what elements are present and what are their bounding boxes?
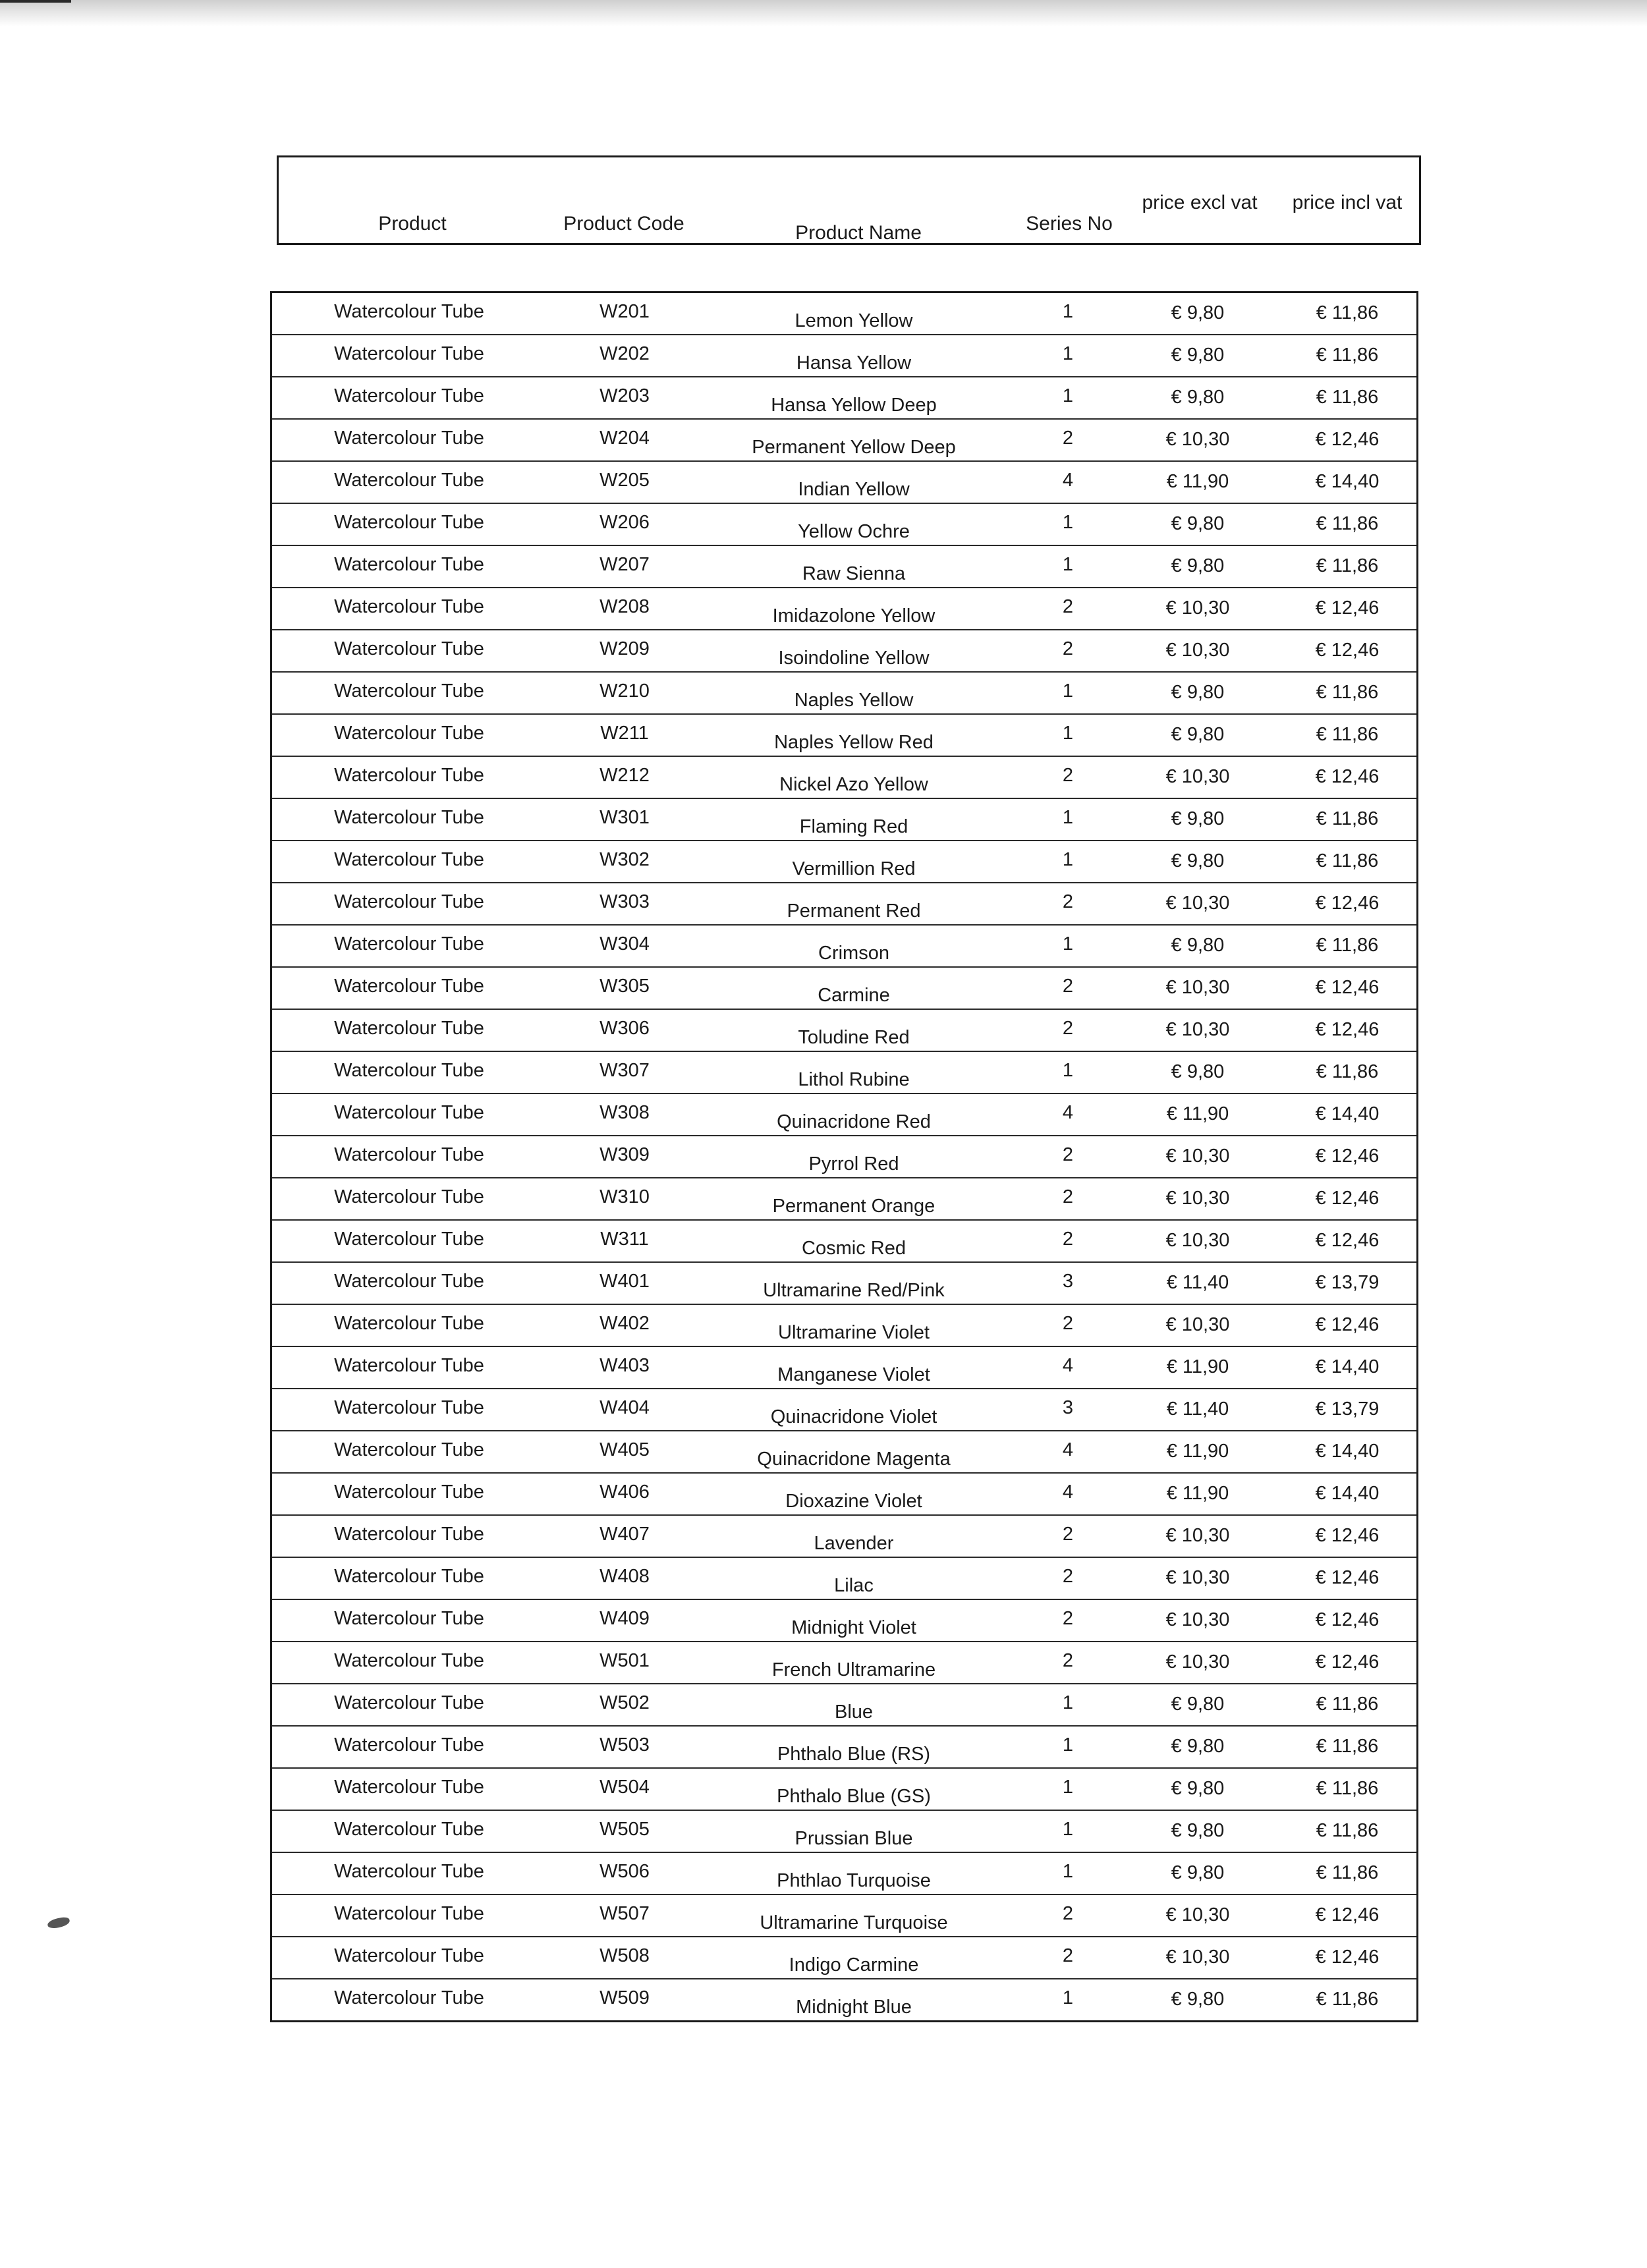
table-row: [272, 1474, 1416, 1516]
product-name-cell: Permanent Red: [787, 900, 921, 922]
series-no-cell: 1: [1062, 1060, 1074, 1081]
product-name-cell: Hansa Yellow: [796, 352, 912, 373]
price-excl-vat-cell: € 9,80: [1171, 1736, 1225, 1757]
series-no-cell: 1: [1062, 343, 1074, 364]
table-row: [272, 588, 1416, 630]
price-incl-vat-cell: € 12,46: [1315, 1567, 1380, 1588]
product-name-cell: Lilac: [834, 1575, 874, 1596]
product-code-cell: W405: [600, 1439, 650, 1460]
product-code-cell: W504: [600, 1777, 650, 1798]
product-cell: Watercolour Tube: [334, 933, 484, 954]
price-incl-vat-cell: € 11,86: [1316, 513, 1379, 534]
series-no-cell: 2: [1062, 1144, 1074, 1165]
product-name-cell: Flaming Red: [799, 816, 908, 837]
product-cell: Watercolour Tube: [334, 512, 484, 533]
product-code-cell: W407: [600, 1524, 650, 1545]
price-incl-vat-cell: € 12,46: [1315, 1947, 1380, 1968]
table-row: [272, 377, 1416, 420]
price-excl-vat-cell: € 10,30: [1165, 1314, 1230, 1335]
table-row: [272, 1727, 1416, 1769]
scan-edge-shadow: [0, 0, 1647, 26]
price-excl-vat-cell: € 9,80: [1171, 808, 1225, 829]
product-cell: Watercolour Tube: [334, 1313, 484, 1334]
table-row: [272, 1937, 1416, 1979]
product-code-cell: W205: [600, 470, 650, 491]
price-incl-vat-cell: € 11,86: [1316, 1989, 1379, 2010]
price-excl-vat-cell: € 10,30: [1165, 1609, 1230, 1630]
table-header: [277, 155, 1421, 245]
product-code-cell: W409: [600, 1608, 650, 1629]
table-row: [272, 293, 1416, 335]
product-cell: Watercolour Tube: [334, 343, 484, 364]
series-no-cell: 2: [1062, 1903, 1074, 1924]
price-excl-vat-cell: € 10,30: [1165, 597, 1230, 619]
table-row: [272, 1136, 1416, 1178]
price-excl-vat-cell: € 10,30: [1165, 977, 1230, 998]
product-name-cell: Lemon Yellow: [795, 310, 913, 331]
product-code-cell: W509: [600, 1987, 650, 2008]
product-cell: Watercolour Tube: [334, 1481, 484, 1503]
price-incl-vat-cell: € 11,86: [1316, 1862, 1379, 1883]
table-row: [272, 841, 1416, 883]
table-row: [272, 1010, 1416, 1052]
price-incl-vat-cell: € 14,40: [1315, 1103, 1380, 1124]
product-cell: Watercolour Tube: [334, 891, 484, 912]
product-name-cell: Indigo Carmine: [789, 1954, 919, 1976]
price-incl-vat-cell: € 12,46: [1315, 640, 1380, 661]
price-incl-vat-cell: € 14,40: [1315, 1441, 1380, 1462]
series-no-cell: 2: [1062, 1018, 1074, 1039]
product-cell: Watercolour Tube: [334, 554, 484, 575]
price-excl-vat-cell: € 10,30: [1165, 429, 1230, 450]
product-cell: Watercolour Tube: [334, 638, 484, 659]
product-code-cell: W306: [600, 1018, 650, 1039]
table-row: [272, 926, 1416, 968]
price-incl-vat-cell: € 11,86: [1316, 1778, 1379, 1799]
product-code-cell: W211: [600, 723, 649, 744]
product-cell: Watercolour Tube: [334, 1355, 484, 1376]
price-incl-vat-cell: € 12,46: [1315, 1188, 1380, 1209]
price-excl-vat-cell: € 10,30: [1165, 893, 1230, 914]
product-name-cell: Midnight Violet: [791, 1617, 916, 1638]
series-no-cell: 1: [1062, 807, 1074, 828]
product-name-cell: Ultramarine Turquoise: [760, 1912, 948, 1933]
scan-speck: [47, 1916, 70, 1930]
product-name-cell: Imidazolone Yellow: [772, 605, 935, 626]
table-row: [272, 799, 1416, 841]
product-cell: Watercolour Tube: [334, 723, 484, 744]
product-cell: Watercolour Tube: [334, 1566, 484, 1587]
product-name-cell: Phthlao Turquoise: [777, 1870, 931, 1891]
product-name-cell: Phthalo Blue (GS): [777, 1786, 931, 1807]
series-no-cell: 4: [1062, 1439, 1074, 1460]
price-excl-vat-cell: € 10,30: [1165, 1525, 1230, 1546]
product-code-cell: W505: [600, 1819, 650, 1840]
table-row: [272, 504, 1416, 546]
product-code-cell: W506: [600, 1861, 650, 1882]
price-incl-vat-cell: € 12,46: [1315, 429, 1380, 450]
price-excl-vat-cell: € 10,30: [1165, 1904, 1230, 1925]
product-code-cell: W403: [600, 1355, 650, 1376]
series-no-cell: 2: [1062, 596, 1074, 617]
product-code-cell: W311: [600, 1229, 649, 1250]
price-incl-vat-cell: € 11,86: [1316, 555, 1379, 576]
price-incl-vat-cell: € 11,86: [1316, 1694, 1379, 1715]
product-name-cell: Manganese Violet: [777, 1364, 930, 1385]
table-row: [272, 1979, 1416, 2022]
price-incl-vat-cell: € 11,86: [1316, 1736, 1379, 1757]
table-row: [272, 883, 1416, 926]
price-excl-vat-cell: € 9,80: [1171, 1061, 1225, 1082]
price-excl-vat-cell: € 9,80: [1171, 345, 1225, 366]
product-cell: Watercolour Tube: [334, 1524, 484, 1545]
series-no-cell: 1: [1062, 1987, 1074, 2008]
price-table: [270, 291, 1418, 2022]
product-code-cell: W207: [600, 554, 650, 575]
product-cell: Watercolour Tube: [334, 1018, 484, 1039]
series-no-cell: 2: [1062, 765, 1074, 786]
product-name-cell: Crimson: [818, 943, 889, 964]
product-code-cell: W202: [600, 343, 650, 364]
price-incl-vat-cell: € 11,86: [1316, 1820, 1379, 1841]
table-row: [272, 1305, 1416, 1347]
product-name-cell: Lavender: [814, 1533, 894, 1554]
header-product-code: Product Code: [563, 213, 684, 235]
price-incl-vat-cell: € 12,46: [1315, 766, 1380, 787]
price-excl-vat-cell: € 11,90: [1166, 471, 1229, 492]
price-incl-vat-cell: € 12,46: [1315, 1525, 1380, 1546]
table-row: [272, 1094, 1416, 1136]
product-cell: Watercolour Tube: [334, 1439, 484, 1460]
product-cell: Watercolour Tube: [334, 1861, 484, 1882]
price-excl-vat-cell: € 9,80: [1171, 302, 1225, 323]
header-price-incl-vat: price incl vat: [1292, 192, 1403, 213]
product-name-cell: Lithol Rubine: [798, 1069, 910, 1090]
product-name-cell: Quinacridone Red: [777, 1111, 931, 1132]
table-row: [272, 673, 1416, 715]
product-code-cell: W307: [600, 1060, 650, 1081]
product-cell: Watercolour Tube: [334, 470, 484, 491]
series-no-cell: 2: [1062, 1650, 1074, 1671]
price-incl-vat-cell: € 12,46: [1315, 1651, 1380, 1673]
product-name-cell: Naples Yellow Red: [774, 732, 934, 753]
product-code-cell: W210: [600, 680, 650, 702]
price-incl-vat-cell: € 12,46: [1315, 1904, 1380, 1925]
product-cell: Watercolour Tube: [334, 385, 484, 406]
product-name-cell: Indian Yellow: [798, 479, 910, 500]
price-incl-vat-cell: € 13,79: [1315, 1272, 1380, 1293]
header-product: Product: [378, 213, 447, 235]
product-code-cell: W401: [600, 1271, 650, 1292]
product-code-cell: W201: [600, 301, 650, 322]
product-code-cell: W402: [600, 1313, 650, 1334]
table-row: [272, 1769, 1416, 1811]
product-name-cell: Carmine: [818, 985, 890, 1006]
price-excl-vat-cell: € 10,30: [1165, 640, 1230, 661]
series-no-cell: 2: [1062, 1524, 1074, 1545]
product-name-cell: Pyrrol Red: [808, 1153, 899, 1175]
price-incl-vat-cell: € 11,86: [1316, 1061, 1379, 1082]
product-code-cell: W502: [600, 1692, 650, 1713]
price-incl-vat-cell: € 14,40: [1315, 1356, 1380, 1377]
series-no-cell: 1: [1062, 723, 1074, 744]
header-product-name: Product Name: [795, 222, 922, 244]
series-no-cell: 2: [1062, 1566, 1074, 1587]
series-no-cell: 2: [1062, 638, 1074, 659]
product-name-cell: Toludine Red: [798, 1027, 910, 1048]
price-incl-vat-cell: € 11,86: [1316, 302, 1379, 323]
price-excl-vat-cell: € 10,30: [1165, 1230, 1230, 1251]
product-cell: Watercolour Tube: [334, 596, 484, 617]
table-row: [272, 1600, 1416, 1642]
series-no-cell: 1: [1062, 554, 1074, 575]
series-no-cell: 2: [1062, 891, 1074, 912]
table-row: [272, 1684, 1416, 1727]
price-incl-vat-cell: € 12,46: [1315, 893, 1380, 914]
product-cell: Watercolour Tube: [334, 807, 484, 828]
series-no-cell: 1: [1062, 680, 1074, 702]
product-cell: Watercolour Tube: [334, 765, 484, 786]
price-incl-vat-cell: € 11,86: [1316, 345, 1379, 366]
series-no-cell: 4: [1062, 1481, 1074, 1503]
price-excl-vat-cell: € 10,30: [1165, 766, 1230, 787]
series-no-cell: 2: [1062, 976, 1074, 997]
price-excl-vat-cell: € 11,90: [1166, 1483, 1229, 1504]
product-cell: Watercolour Tube: [334, 680, 484, 702]
price-excl-vat-cell: € 10,30: [1165, 1947, 1230, 1968]
product-code-cell: W204: [600, 428, 650, 449]
product-code-cell: W208: [600, 596, 650, 617]
price-incl-vat-cell: € 14,40: [1315, 1483, 1380, 1504]
product-cell: Watercolour Tube: [334, 1777, 484, 1798]
price-excl-vat-cell: € 9,80: [1171, 1694, 1225, 1715]
product-code-cell: W212: [600, 765, 650, 786]
product-name-cell: Cosmic Red: [802, 1238, 906, 1259]
series-no-cell: 3: [1062, 1397, 1074, 1418]
table-row: [272, 715, 1416, 757]
table-row: [272, 1178, 1416, 1221]
product-code-cell: W301: [600, 807, 650, 828]
price-incl-vat-cell: € 11,86: [1316, 387, 1379, 408]
price-incl-vat-cell: € 11,86: [1316, 808, 1379, 829]
series-no-cell: 1: [1062, 849, 1074, 870]
series-no-cell: 1: [1062, 1819, 1074, 1840]
series-no-cell: 4: [1062, 1355, 1074, 1376]
price-excl-vat-cell: € 9,80: [1171, 513, 1225, 534]
product-name-cell: Quinacridone Magenta: [757, 1449, 951, 1470]
price-excl-vat-cell: € 9,80: [1171, 935, 1225, 956]
table-row: [272, 546, 1416, 588]
series-no-cell: 1: [1062, 301, 1074, 322]
product-code-cell: W304: [600, 933, 650, 954]
product-code-cell: W501: [600, 1650, 650, 1671]
price-incl-vat-cell: € 12,46: [1315, 1230, 1380, 1251]
product-cell: Watercolour Tube: [334, 1987, 484, 2008]
product-code-cell: W302: [600, 849, 650, 870]
table-row: [272, 630, 1416, 673]
price-incl-vat-cell: € 11,86: [1316, 682, 1379, 703]
table-row: [272, 420, 1416, 462]
price-excl-vat-cell: € 10,30: [1165, 1651, 1230, 1673]
price-excl-vat-cell: € 9,80: [1171, 724, 1225, 745]
price-excl-vat-cell: € 9,80: [1171, 1820, 1225, 1841]
price-excl-vat-cell: € 9,80: [1171, 555, 1225, 576]
header-price-excl-vat: price excl vat: [1142, 192, 1258, 213]
product-cell: Watercolour Tube: [334, 976, 484, 997]
product-code-cell: W309: [600, 1144, 650, 1165]
price-incl-vat-cell: € 12,46: [1315, 1314, 1380, 1335]
table-row: [272, 1052, 1416, 1094]
table-row: [272, 1811, 1416, 1853]
product-code-cell: W508: [600, 1945, 650, 1966]
price-incl-vat-cell: € 11,86: [1316, 850, 1379, 871]
table-row: [272, 1895, 1416, 1937]
product-code-cell: W203: [600, 385, 650, 406]
series-no-cell: 2: [1062, 428, 1074, 449]
table-row: [272, 462, 1416, 504]
price-excl-vat-cell: € 9,80: [1171, 850, 1225, 871]
product-code-cell: W408: [600, 1566, 650, 1587]
product-cell: Watercolour Tube: [334, 1903, 484, 1924]
series-no-cell: 2: [1062, 1945, 1074, 1966]
product-name-cell: Raw Sienna: [802, 563, 906, 584]
series-no-cell: 1: [1062, 1734, 1074, 1756]
price-incl-vat-cell: € 13,79: [1315, 1398, 1380, 1420]
product-cell: Watercolour Tube: [334, 1060, 484, 1081]
scan-corner-mark: [0, 0, 71, 3]
product-cell: Watercolour Tube: [334, 1692, 484, 1713]
product-name-cell: Midnight Blue: [796, 1997, 912, 2018]
price-excl-vat-cell: € 9,80: [1171, 1989, 1225, 2010]
product-cell: Watercolour Tube: [334, 1734, 484, 1756]
table-row: [272, 1642, 1416, 1684]
price-excl-vat-cell: € 10,30: [1165, 1019, 1230, 1040]
product-name-cell: Nickel Azo Yellow: [779, 774, 928, 795]
price-excl-vat-cell: € 11,90: [1166, 1441, 1229, 1462]
product-name-cell: Vermillion Red: [792, 858, 916, 879]
series-no-cell: 4: [1062, 1102, 1074, 1123]
series-no-cell: 1: [1062, 933, 1074, 954]
product-cell: Watercolour Tube: [334, 1229, 484, 1250]
price-excl-vat-cell: € 10,30: [1165, 1146, 1230, 1167]
price-incl-vat-cell: € 11,86: [1316, 935, 1379, 956]
product-name-cell: Phthalo Blue (RS): [777, 1744, 931, 1765]
price-incl-vat-cell: € 12,46: [1315, 977, 1380, 998]
table-row: [272, 1558, 1416, 1600]
product-code-cell: W507: [600, 1903, 650, 1924]
price-incl-vat-cell: € 12,46: [1315, 1019, 1380, 1040]
product-cell: Watercolour Tube: [334, 301, 484, 322]
table-row: [272, 335, 1416, 377]
table-row: [272, 1347, 1416, 1389]
product-name-cell: Dioxazine Violet: [785, 1491, 922, 1512]
product-name-cell: Permanent Yellow Deep: [752, 437, 956, 458]
product-cell: Watercolour Tube: [334, 428, 484, 449]
table-row: [272, 1263, 1416, 1305]
product-cell: Watercolour Tube: [334, 1186, 484, 1207]
product-code-cell: W303: [600, 891, 650, 912]
price-incl-vat-cell: € 14,40: [1315, 471, 1380, 492]
series-no-cell: 2: [1062, 1313, 1074, 1334]
series-no-cell: 2: [1062, 1186, 1074, 1207]
table-row: [272, 1431, 1416, 1474]
product-name-cell: Blue: [834, 1701, 874, 1723]
table-row: [272, 1221, 1416, 1263]
price-excl-vat-cell: € 9,80: [1171, 387, 1225, 408]
product-code-cell: W406: [600, 1481, 650, 1503]
table-row: [272, 1853, 1416, 1895]
price-excl-vat-cell: € 9,80: [1171, 682, 1225, 703]
product-code-cell: W404: [600, 1397, 650, 1418]
product-code-cell: W206: [600, 512, 650, 533]
series-no-cell: 3: [1062, 1271, 1074, 1292]
table-row: [272, 968, 1416, 1010]
product-cell: Watercolour Tube: [334, 1271, 484, 1292]
series-no-cell: 4: [1062, 470, 1074, 491]
product-cell: Watercolour Tube: [334, 1650, 484, 1671]
header-series-no: Series No: [1026, 213, 1113, 235]
price-excl-vat-cell: € 9,80: [1171, 1778, 1225, 1799]
series-no-cell: 1: [1062, 1861, 1074, 1882]
product-name-cell: Permanent Orange: [772, 1196, 935, 1217]
price-excl-vat-cell: € 11,40: [1166, 1272, 1229, 1293]
price-incl-vat-cell: € 12,46: [1315, 1609, 1380, 1630]
table-row: [272, 1389, 1416, 1431]
price-excl-vat-cell: € 11,90: [1166, 1356, 1229, 1377]
series-no-cell: 1: [1062, 1692, 1074, 1713]
product-name-cell: Prussian Blue: [795, 1828, 913, 1849]
table-row: [272, 1516, 1416, 1558]
product-cell: Watercolour Tube: [334, 1102, 484, 1123]
product-cell: Watercolour Tube: [334, 1144, 484, 1165]
price-excl-vat-cell: € 10,30: [1165, 1567, 1230, 1588]
product-code-cell: W305: [600, 976, 650, 997]
product-cell: Watercolour Tube: [334, 1945, 484, 1966]
product-name-cell: French Ultramarine: [771, 1659, 936, 1680]
price-incl-vat-cell: € 11,86: [1316, 724, 1379, 745]
product-name-cell: Quinacridone Violet: [770, 1406, 937, 1427]
price-incl-vat-cell: € 12,46: [1315, 1146, 1380, 1167]
product-code-cell: W310: [600, 1186, 650, 1207]
price-excl-vat-cell: € 11,40: [1166, 1398, 1229, 1420]
series-no-cell: 1: [1062, 385, 1074, 406]
product-cell: Watercolour Tube: [334, 849, 484, 870]
product-name-cell: Yellow Ochre: [798, 521, 910, 542]
series-no-cell: 1: [1062, 1777, 1074, 1798]
product-name-cell: Ultramarine Violet: [778, 1322, 930, 1343]
product-name-cell: Isoindoline Yellow: [778, 648, 930, 669]
price-excl-vat-cell: € 9,80: [1171, 1862, 1225, 1883]
price-excl-vat-cell: € 10,30: [1165, 1188, 1230, 1209]
product-name-cell: Naples Yellow: [794, 690, 914, 711]
table-row: [272, 757, 1416, 799]
product-code-cell: W209: [600, 638, 650, 659]
product-code-cell: W503: [600, 1734, 650, 1756]
product-name-cell: Hansa Yellow Deep: [771, 395, 937, 416]
product-name-cell: Ultramarine Red/Pink: [763, 1280, 945, 1301]
price-excl-vat-cell: € 11,90: [1166, 1103, 1229, 1124]
series-no-cell: 2: [1062, 1229, 1074, 1250]
series-no-cell: 2: [1062, 1608, 1074, 1629]
product-cell: Watercolour Tube: [334, 1819, 484, 1840]
price-incl-vat-cell: € 12,46: [1315, 597, 1380, 619]
product-cell: Watercolour Tube: [334, 1608, 484, 1629]
product-cell: Watercolour Tube: [334, 1397, 484, 1418]
product-code-cell: W308: [600, 1102, 650, 1123]
series-no-cell: 1: [1062, 512, 1074, 533]
